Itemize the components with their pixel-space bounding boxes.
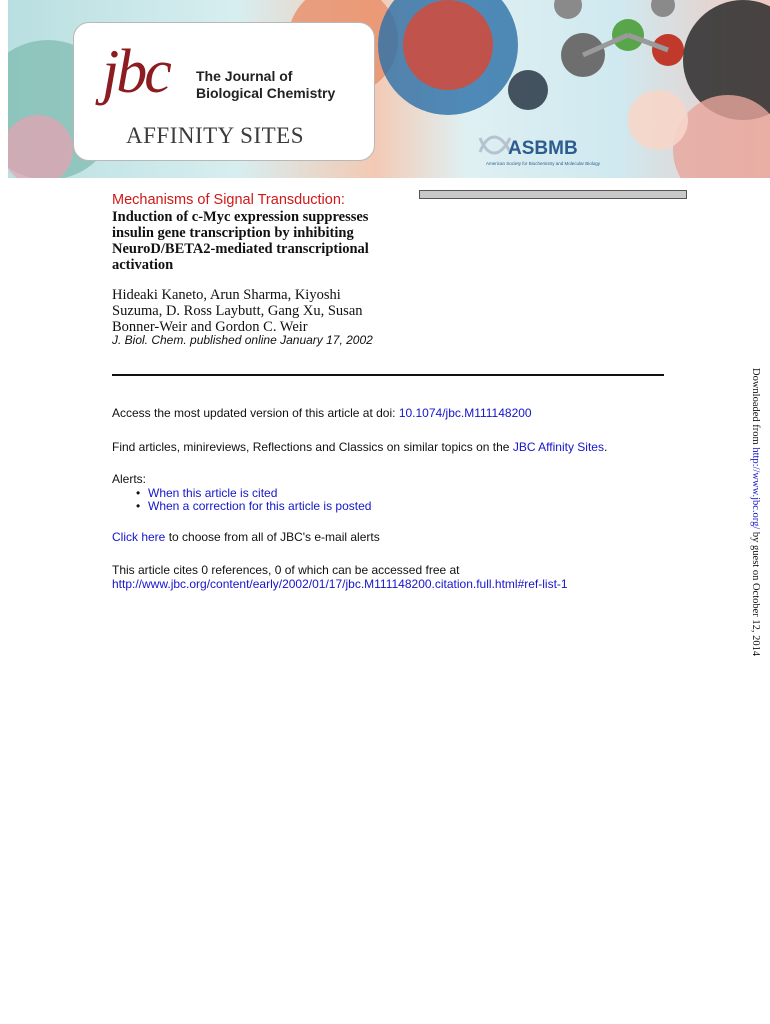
author-line: Suzuma, D. Ross Laybutt, Gang Xu, Susan bbox=[112, 303, 363, 319]
jbc-site-link[interactable]: http://www.jbc.org/ bbox=[750, 447, 761, 530]
find-paragraph bbox=[112, 440, 607, 454]
horizontal-rule bbox=[112, 374, 664, 376]
title-line: insulin gene transcription by inhibiting bbox=[112, 225, 354, 241]
alerts-heading: Alerts: bbox=[112, 472, 147, 486]
journal-banner bbox=[8, 0, 770, 178]
click-here-link[interactable]: Click here bbox=[112, 530, 166, 544]
bullet-icon: • bbox=[136, 499, 141, 513]
access-text: Access the most updated version of this article at doi: bbox=[112, 406, 399, 420]
bullet-icon: • bbox=[136, 486, 141, 500]
download-side-note bbox=[750, 368, 761, 656]
asbmb-logo bbox=[478, 130, 638, 170]
access-paragraph bbox=[112, 406, 532, 420]
journal-logo-card bbox=[73, 22, 375, 161]
asbmb-wordmark: ASBMB bbox=[508, 138, 578, 159]
alert-correction-link[interactable]: When a correction for this article is posted bbox=[148, 499, 372, 513]
article-authors bbox=[112, 287, 412, 335]
journal-name-line-2: Biological Chemistry bbox=[196, 85, 336, 101]
journal-name-line-1: The Journal of bbox=[196, 68, 293, 84]
article-category: Mechanisms of Signal Transduction: bbox=[112, 192, 345, 208]
find-text: Find articles, minireviews, Reflections and Classics on similar topics on the bbox=[112, 440, 513, 454]
email-alerts-paragraph bbox=[112, 530, 380, 544]
title-line: NeuroD/BETA2-mediated transcriptional bbox=[112, 241, 369, 257]
article-citation: J. Biol. Chem. published online January 17, 2002 bbox=[112, 333, 373, 347]
asbmb-helix-icon bbox=[478, 130, 512, 160]
alert-item bbox=[136, 486, 277, 500]
author-line: Hideaki Kaneto, Arun Sharma, Kiyoshi bbox=[112, 287, 341, 303]
references-text: This article cites 0 references, 0 of which can be accessed free at bbox=[112, 563, 460, 577]
doi-link[interactable]: 10.1074/jbc.M111148200 bbox=[398, 406, 532, 420]
find-suffix: . bbox=[603, 440, 608, 454]
title-line: activation bbox=[112, 257, 174, 273]
author-line: Bonner-Weir and Gordon C. Weir bbox=[112, 319, 308, 335]
asbmb-full-name: American Society for Biochemistry and Molecular Biology bbox=[486, 161, 601, 166]
article-title bbox=[112, 209, 402, 273]
side-note-suffix: by guest on October 12, 2014 bbox=[750, 529, 761, 657]
click-here-text: to choose from all of JBC's e-mail alerts bbox=[165, 530, 380, 544]
alert-cited-link[interactable]: When this article is cited bbox=[148, 486, 278, 500]
title-line: Induction of c-Myc expression suppresses bbox=[112, 209, 369, 225]
jbc-logo: jbc bbox=[102, 38, 169, 106]
journal-name bbox=[196, 68, 335, 102]
affinity-sites-link[interactable]: JBC Affinity Sites bbox=[512, 440, 604, 454]
side-note-prefix: Downloaded from bbox=[750, 368, 761, 448]
header-gray-bar bbox=[419, 190, 687, 199]
affinity-sites-title: AFFINITY SITES bbox=[126, 123, 305, 148]
alert-item bbox=[136, 499, 371, 513]
references-link[interactable]: http://www.jbc.org/content/early/2002/01/17/jbc.M111148200.citation.full.html#ref-list-1 bbox=[112, 577, 568, 591]
